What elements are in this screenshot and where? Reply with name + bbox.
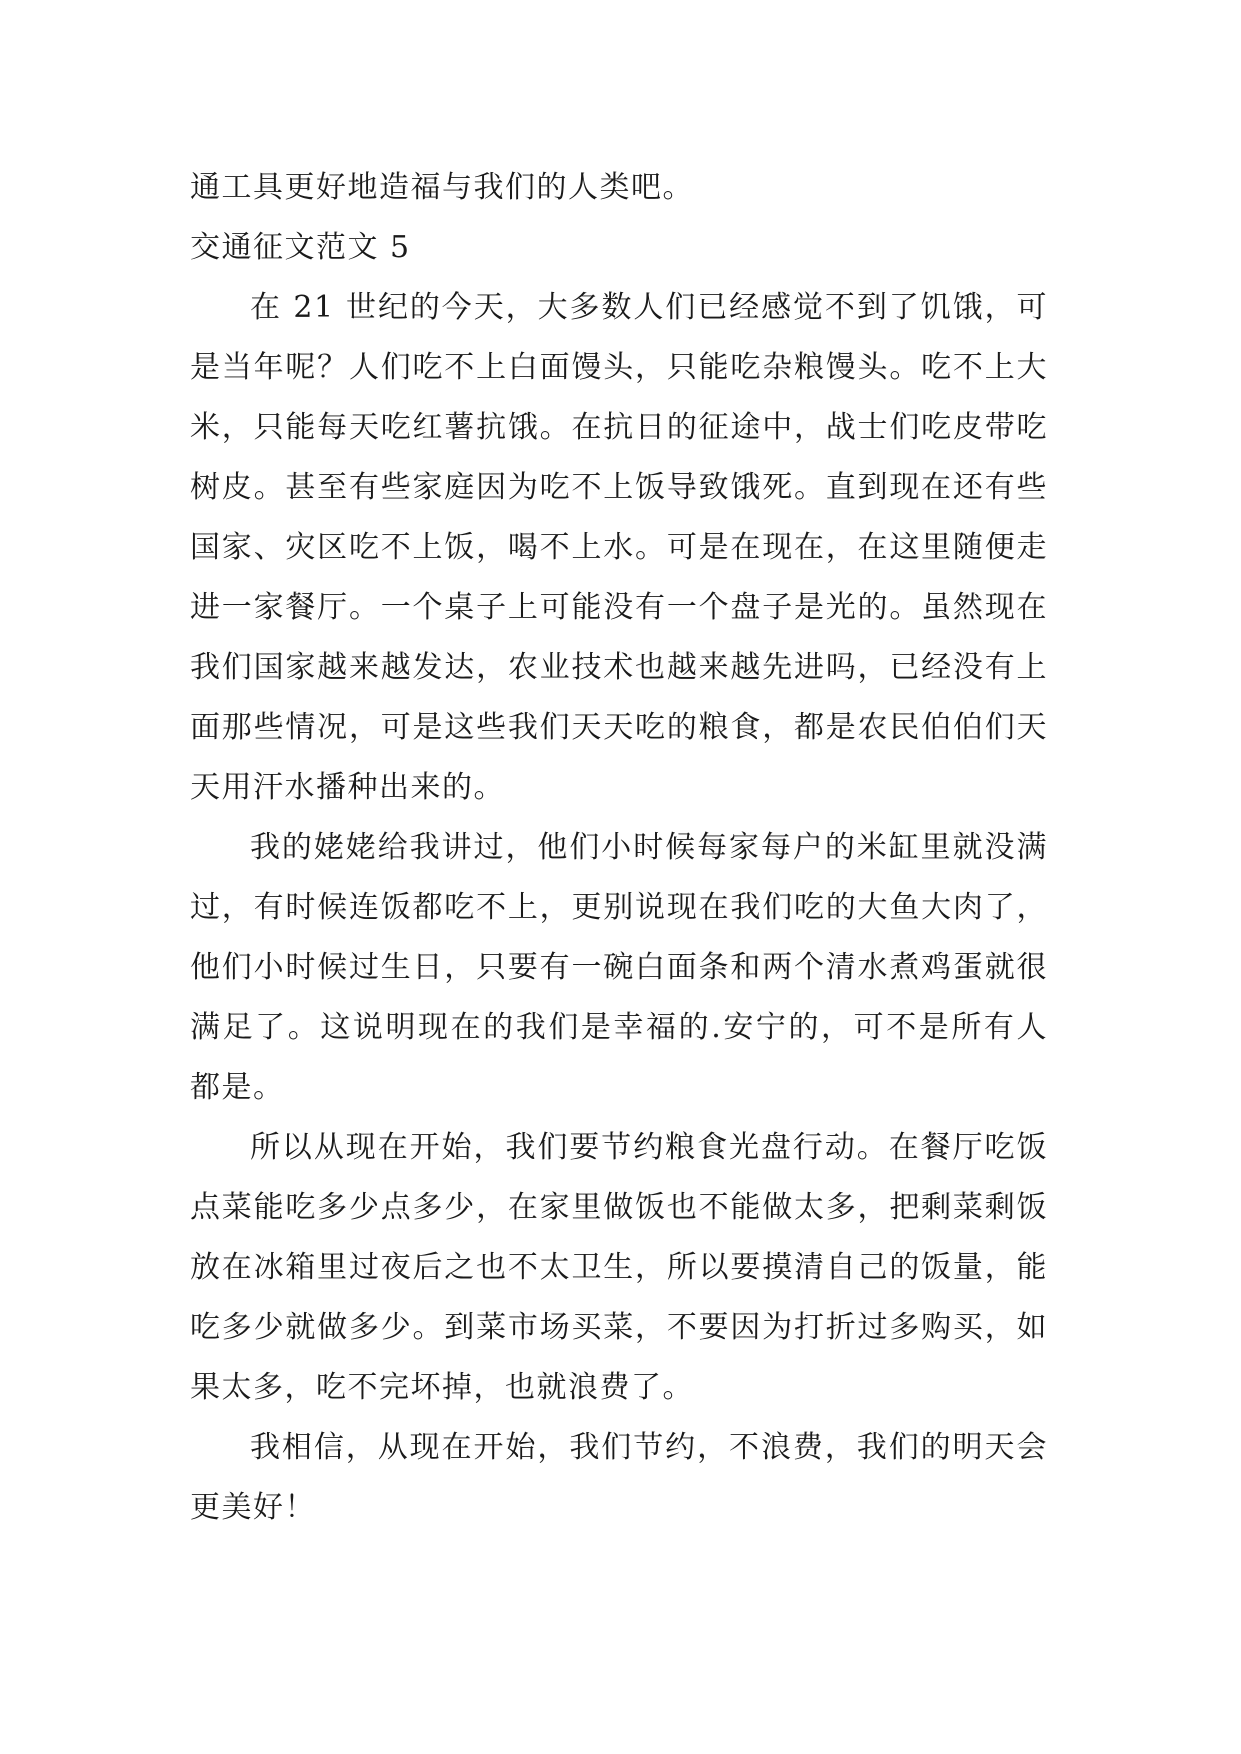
section-title: 交通征文范文 5 — [190, 230, 411, 265]
paragraph-3: 所以从现在开始，我们要节约粮食光盘行动。在餐厅吃饭点菜能吃多少点多少，在家里做饭也不能做太多，把剩菜剩饭放在冰箱里过夜后之也不太卫生，所以要摸清自己的饭量，能吃多少就做多少。到菜市场买菜，不要因为打折过多购买，如果太多，吃不完坏掉，也就浪费了。 — [190, 1130, 1048, 1405]
continued-paragraph-line: 通工具更好地造福与我们的人类吧。 — [190, 170, 694, 205]
paragraph-2: 我的姥姥给我讲过，他们小时候每家每户的米缸里就没满过，有时候连饭都吃不上，更别说现在我们吃的大鱼大肉了，他们小时候过生日，只要有一碗白面条和两个清水煮鸡蛋就很满足了。这说明现在的我们是幸福的.安宁的，可不是所有人都是。 — [190, 830, 1048, 1105]
paragraph-1: 在 21 世纪的今天，大多数人们已经感觉不到了饥饿，可是当年呢？人们吃不上白面馒头，只能吃杂粮馒头。吃不上大米，只能每天吃红薯抗饿。在抗日的征途中，战士们吃皮带吃树皮。甚至有些家庭因为吃不上饭导致饿死。直到现在还有些国家、灾区吃不上饭，喝不上水。可是在现在，在这里随便走进一家餐厅。一个桌子上可能没有一个盘子是光的。虽然现在我们国家越来越发达，农业技术也越来越先进吗，已经没有上面那些情况，可是这些我们天天吃的粮食，都是农民伯伯们天天用汗水播种出来的。 — [190, 290, 1048, 805]
paragraph-4: 我相信，从现在开始，我们节约，不浪费，我们的明天会更美好！ — [190, 1430, 1048, 1525]
document-body — [190, 158, 1048, 1538]
